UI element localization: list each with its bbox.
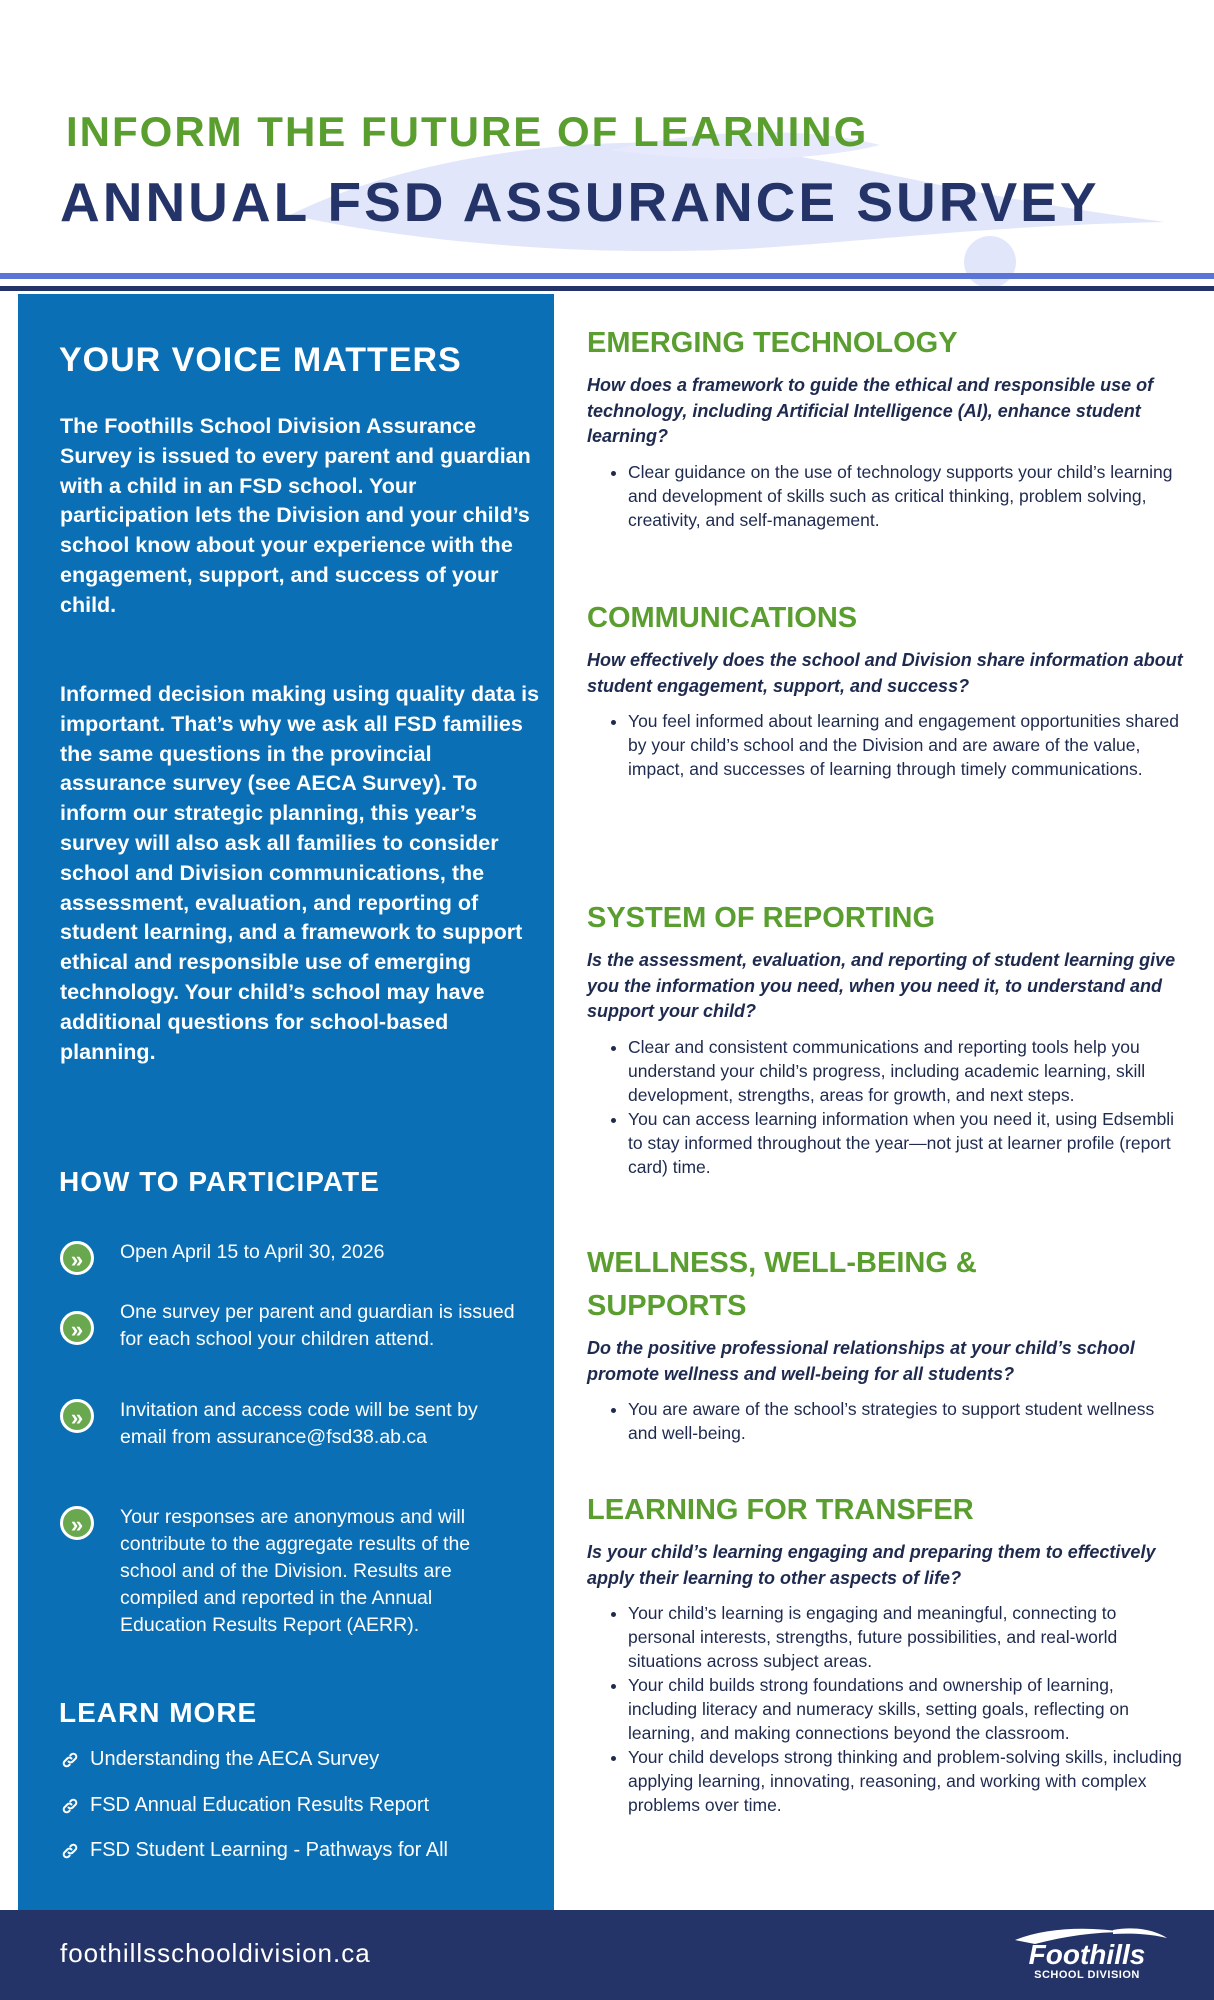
voice-heading: YOUR VOICE MATTERS (59, 341, 462, 379)
logo-sub: SCHOOL DIVISION (1034, 1969, 1140, 1981)
bullet-item: • You can access learning information when you need it, using Edsembli to stay informed throughout the year—not just at learner profile (report card) time. (628, 1107, 1187, 1179)
learn-more-heading: LEARN MORE (59, 1697, 258, 1728)
step-text: One survey per parent and guardian is issued for each school your children attend. (120, 1301, 515, 1350)
section-bullets (587, 460, 1187, 532)
section-question: How effectively does the school and Division share information about student engagement, support, and success? (587, 650, 1183, 696)
bullet-item: • You feel informed about learning and engagement opportunities shared by your child’s school and the Division and are aware of the value, impact, and successes of learning through timely communications. (628, 709, 1187, 781)
chevron-right-icon: » (60, 1399, 94, 1433)
header-kicker: INFORM THE FUTURE OF LEARNING (66, 108, 869, 155)
link-icon (60, 1750, 80, 1770)
section-question: Is your child’s learning engaging and preparing them to effectively apply their learning to other aspects of life? (587, 1542, 1156, 1588)
section-system-of-reporting (587, 897, 1187, 1179)
header-rule-navy (0, 286, 1214, 291)
step-text: Your responses are anonymous and will contribute to the aggregate results of the school and of the Division. Results are compiled and reported in the Annual Education Results Report (AERR). (120, 1506, 471, 1636)
bullet-item: • Clear guidance on the use of technology supports your child’s learning and development of skills such as critical thinking, problem solving, creativity, and self-management. (628, 460, 1187, 532)
section-title: EMERGING TECHNOLOGY (587, 327, 958, 359)
link-text[interactable]: FSD Annual Education Results Report (90, 1794, 430, 1816)
bullet-item: • Your child builds strong foundations and ownership of learning, including literacy and numeracy skills, setting goals, reflecting on learning, and making connections beyond the classroom. (628, 1673, 1187, 1745)
right-column (587, 294, 1187, 1910)
section-title: LEARNING FOR TRANSFER (587, 1494, 974, 1526)
section-question: How does a framework to guide the ethical and responsible use of technology, including Artificial Intelligence (AI), enhance student learning? (587, 375, 1154, 446)
link-text[interactable]: Understanding the AECA Survey (90, 1748, 380, 1770)
chevron-right-icon: » (60, 1241, 94, 1275)
section-title: COMMUNICATIONS (587, 602, 858, 634)
section-title: WELLNESS, WELL-BEING & SUPPORTS (587, 1247, 977, 1322)
section-emerging-technology (587, 322, 1187, 532)
header (0, 0, 1214, 295)
section-communications (587, 597, 1187, 781)
chevron-right-icon: » (60, 1506, 94, 1540)
section-bullets (587, 1035, 1187, 1179)
section-bullets (587, 709, 1187, 781)
chevron-right-icon: » (60, 1311, 94, 1345)
logo-name: Foothills (1028, 1939, 1146, 1970)
link-icon (60, 1841, 80, 1861)
link-icon (60, 1796, 80, 1816)
section-wellness (587, 1242, 1187, 1445)
section-title: SYSTEM OF REPORTING (587, 902, 936, 934)
participate-heading: HOW TO PARTICIPATE (59, 1166, 380, 1197)
step-text: Open April 15 to April 30, 2026 (120, 1241, 385, 1263)
left-panel (18, 294, 554, 1910)
bullet-item: • Your child’s learning is engaging and meaningful, connecting to personal interests, strengths, future possibilities, and real-world situations across subject areas. (628, 1601, 1187, 1673)
voice-paragraph-2: Informed decision making using quality data is important. That’s why we ask all FSD families the same questions in the provincial assurance survey (see AECA Survey). To inform our strategic planning, this year’s survey will also ask all families to consider school and Division communications, the assessment, evaluation, and reporting of student learning, and a framework to support ethical and responsible use of emerging technology. Your child’s school may have additional questions for school-based planning. (60, 682, 540, 1064)
bullet-item: • Clear and consistent communications and reporting tools help you understand your child’s progress, including academic learning, skill development, strengths, areas for growth, and next steps. (628, 1035, 1187, 1107)
website-link[interactable]: foothillsschooldivision.ca (60, 1938, 371, 1968)
bullet-item: • You are aware of the school’s strategies to support student wellness and well-being. (628, 1397, 1187, 1445)
bullet-item: • Your child develops strong thinking and problem-solving skills, including applying learning, innovating, reasoning, and working with complex problems over time. (628, 1745, 1187, 1817)
section-learning-for-transfer (587, 1489, 1187, 1817)
foothills-logo (995, 1924, 1175, 1984)
voice-paragraph-1: The Foothills School Division Assurance Survey is issued to every parent and guardian with a child in an FSD school. Your participation lets the Division and your child’s school know about your experience with the engagement, support, and success of your child. (60, 414, 531, 617)
section-question: Is the assessment, evaluation, and reporting of student learning give you the information you need, when you need it, to understand and support your child? (587, 950, 1176, 1021)
section-bullets (587, 1601, 1187, 1817)
section-question: Do the positive professional relationships at your child’s school promote wellness and well-being for all students? (587, 1338, 1135, 1384)
step-text: Invitation and access code will be sent by email from assurance@fsd38.ab.ca (120, 1399, 478, 1448)
section-bullets (587, 1397, 1187, 1445)
header-rule-accent (0, 273, 1214, 279)
link-text[interactable]: FSD Student Learning - Pathways for All (90, 1839, 448, 1861)
page-title: ANNUAL FSD ASSURANCE SURVEY (60, 171, 1100, 233)
